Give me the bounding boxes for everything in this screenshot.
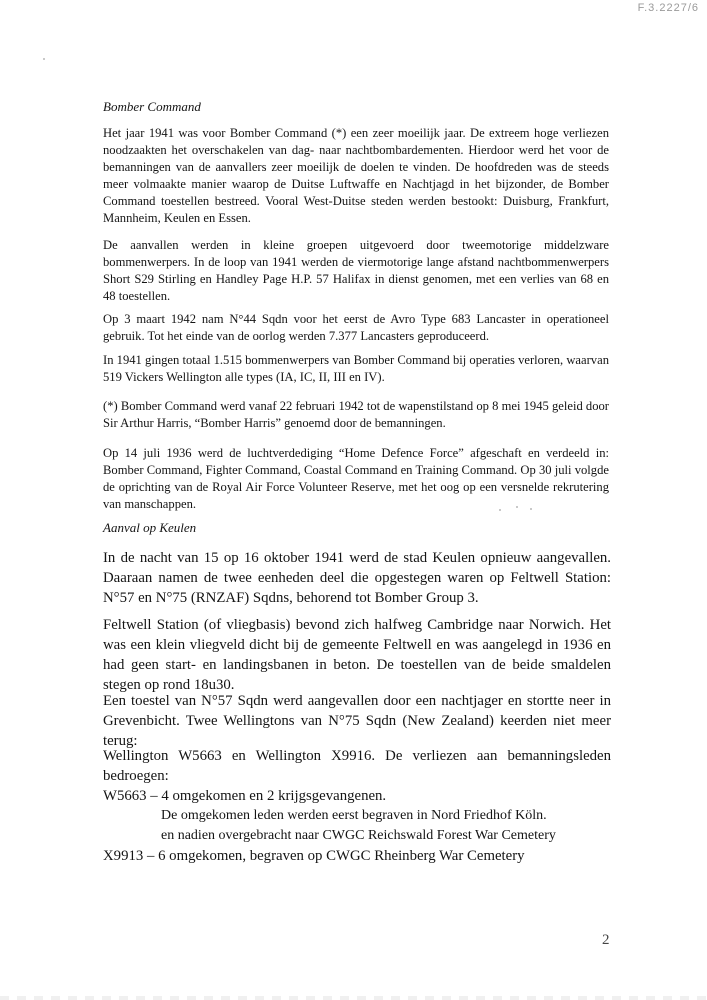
scan-speck xyxy=(530,508,532,510)
losses-intro: Wellington W5663 en Wellington X9916. De verliezen aan bemanningsleden bedroegen: xyxy=(103,748,611,784)
paragraph: De aanvallen werden in kleine groepen uitgevoerd door tweemotorige middelzware bommenwerpers. In de loop van 1941 werden de viermotorige lange afstand nachtbommenwerpers Short S29 Stirling en Handley Page H.P. 57 Halifax in dienst genomen, met een verlies van 68 en 48 toestellen. xyxy=(103,238,609,303)
footnote-paragraph: (*) Bomber Command werd vanaf 22 februari 1942 tot de wapenstilstand op 8 mei 1945 geleid door Sir Arthur Harris, “Bomber Harris” genoemd door de bemanningen. xyxy=(103,399,609,430)
loss-note: De omgekomen leden werden eerst begraven in Nord Friedhof Köln. xyxy=(161,808,547,823)
scan-speck xyxy=(499,509,501,511)
paragraph: Feltwell Station (of vliegbasis) bevond zich halfweg Cambridge naar Norwich. Het was een klein vliegveld dicht bij de gemeente Feltwell en was aangelegd in 1936 en had geen start- en landingsbanen in beton. De toestellen van de beide smaldelen stegen op rond 18u30. xyxy=(103,617,611,693)
paragraph: Het jaar 1941 was voor Bomber Command (*) een zeer moeilijk jaar. De extreem hoge verliezen noodzaakten het overschakelen van dag- naar nachtbombardementen. Hierdoor werd het voor de bemanningen van de aanvallers zeer moeilijk de doelen te vinden. De hoofdreden was de steeds meer volmaakte manier waarop de Duitse Luftwaffe en Nachtjagd in het bijzonder, de Bomber Command toestellen bestreed. Vooral West-Duitse steden werden bestookt: Duisburg, Frankfurt, Mannheim, Keulen en Essen. xyxy=(103,126,609,225)
loss-entry-w5663: W5663 – 4 omgekomen en 2 krijgsgevangenen. xyxy=(103,788,387,804)
losses-block xyxy=(103,746,611,866)
paragraph: Op 14 juli 1936 werd de luchtverdediging “Home Defence Force” afgeschaft en verdeeld in: Bomber Command, Fighter Command, Coastal Command en Training Command. Op 30 juli volgde de oprichting van de Royal Air Force Volunteer Reserve, met het oog op een versnelde rekrutering van manschappen. xyxy=(103,446,609,511)
paragraph: Een toestel van N°57 Sqdn werd aangevallen door een nachtjager en stortte neer in Grevenbicht. Twee Wellingtons van N°75 Sqdn (New Zealand) keerden niet meer terug: xyxy=(103,693,611,749)
scan-edge xyxy=(0,996,707,1000)
loss-entry-x9913: X9913 – 6 omgekomen, begraven op CWGC Rheinberg War Cemetery xyxy=(103,848,525,864)
paragraph: In de nacht van 15 op 16 oktober 1941 werd de stad Keulen opnieuw aangevallen. Daaraan namen de twee eenheden deel die opgestegen waren op Feltwell Station: N°57 en N°75 (RNZAF) Sqdns, behorend tot Bomber Group 3. xyxy=(103,550,611,606)
loss-note: en nadien overgebracht naar CWGC Reichswald Forest War Cemetery xyxy=(161,828,556,843)
section-heading-bomber-command: Bomber Command xyxy=(103,99,201,114)
paragraph: Op 3 maart 1942 nam N°44 Sqdn voor het eerst de Avro Type 683 Lancaster in operationeel gebruik. Tot het einde van de oorlog werden 7.377 Lancasters geproduceerd. xyxy=(103,312,609,343)
paragraph: In 1941 gingen totaal 1.515 bommenwerpers van Bomber Command bij operaties verloren, waarvan 519 Vickers Wellington alle types (IA, IC, II, III en IV). xyxy=(103,353,609,384)
section-heading-aanval-op-keulen: Aanval op Keulen xyxy=(103,520,197,535)
scan-speck xyxy=(516,506,518,508)
scan-speck xyxy=(43,58,45,60)
archive-stamp: F.3.2227/6 xyxy=(637,2,699,14)
page-number: 2 xyxy=(602,932,610,948)
